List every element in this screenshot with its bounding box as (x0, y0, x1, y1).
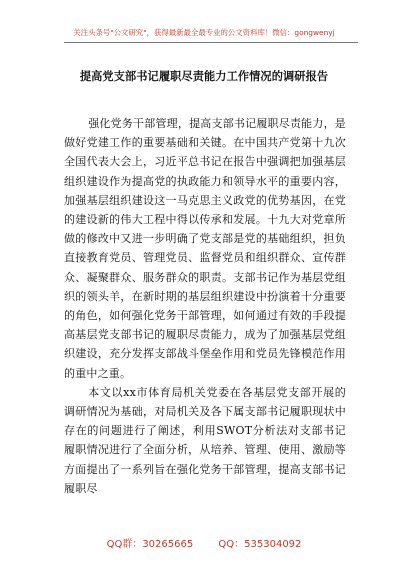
body-paragraph-2: 本文以xx市体育局机关党委在各基层党支部开展的调研情况为基础，对局机关及各下属支部书记履职现状中存在的问题进行了阐述，利用SWOT分析法对支部书记履职情况进行了全面分析，从培养、管理、使用、激励等方面提出了一系列旨在强化党务干部管理，提高支部书记履职尽 (64, 385, 346, 495)
header-divider (64, 42, 358, 43)
document-title: 提高党支部书记履职尽责能力工作情况的调研报告 (79, 69, 329, 83)
footer-contact (0, 535, 408, 550)
footer-qq: QQ：535304092 (218, 539, 302, 550)
body-paragraph-1: 强化党务干部管理，提高支部书记履职尽责能力，是做好党建工作的重要基础和关键。在中国共产党第十九次全国代表大会上，习近平总书记在报告中强调把加强基层组织建设作为提高党的执政能力和领导水平的重要内容，加强基层组织建设这一马克思主义政党的优势基因，在党的建设新的伟大工程中得以传承和发展。十九大对党章所做的修改中又进一步明确了党支部是党的基础组织，担负直接教育党员、管理党员、监督党员和组织群众、宣传群众、凝聚群众、服务群众的职责。支部书记作为基层党组织的领头羊，在新时期的基层组织建设中扮演着十分重要的角色，如何强化党务干部管理，如何通过有效的手段提高基层党支部书记的履职尽责能力，成为了加强基层党组织建设，充分发挥支部战斗堡垒作用和党员先锋模范作用的重中之重。 (64, 117, 346, 380)
document-body (64, 114, 346, 498)
footer-qq-group: QQ群：30265665 (106, 539, 194, 550)
header-note: 关注头条号"公文研究"，获得最新最全最专业的公文资料库！微信：gongwenyj (73, 28, 335, 37)
